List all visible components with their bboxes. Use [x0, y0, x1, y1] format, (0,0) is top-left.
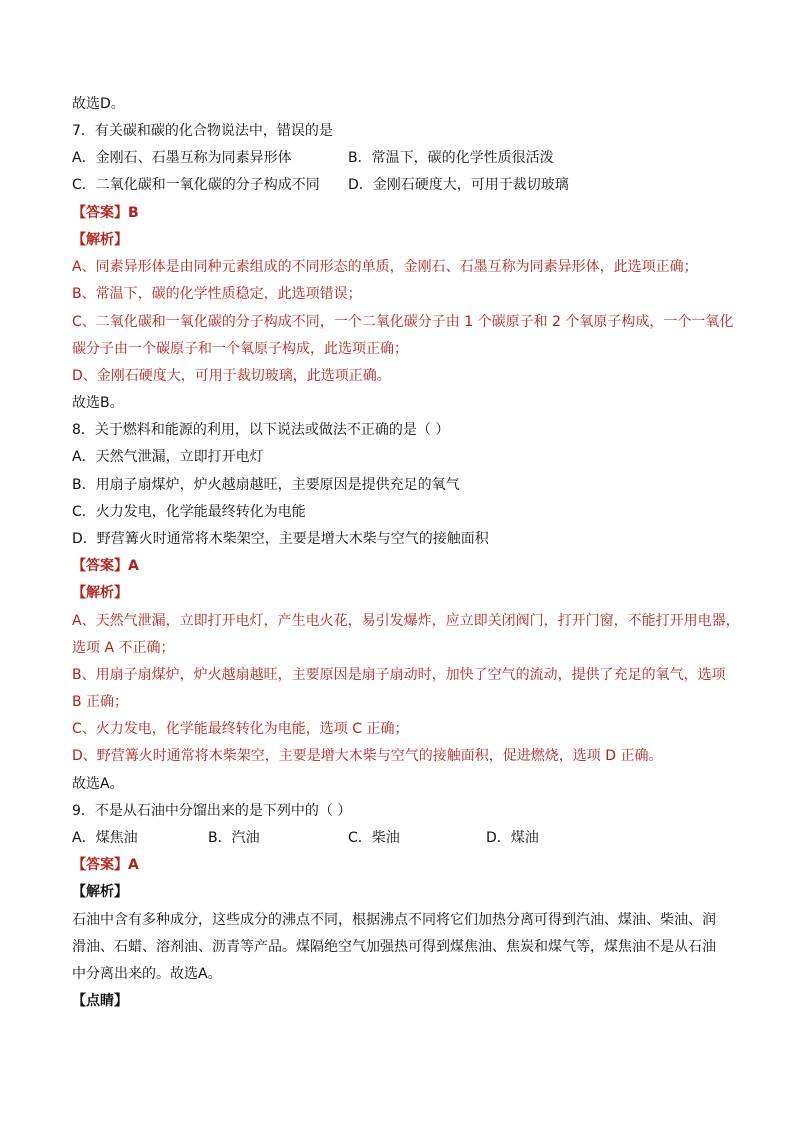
q8-option-b: B．用扇子扇煤炉，炉火越扇越旺，主要原因是提供充足的氧气: [72, 477, 460, 493]
q9-option-b: B．汽油: [208, 830, 260, 846]
q7-option-c: C．二氧化碳和一氧化碳的分子构成不同: [72, 177, 320, 193]
q9-answer: 【答案】A: [72, 857, 139, 873]
q8-analysis-a-line-1: A、天然气泄漏，立即打开电灯，产生电火花，易引发爆炸，应立即关闭阀门，打开门窗，不能打开用电器，: [72, 613, 740, 629]
q8-analysis-b-line-2: B 正确；: [72, 694, 129, 710]
q8-analysis-d: D、野营篝火时通常将木柴架空，主要是增大木柴与空气的接触面积，促进燃烧，选项 D 正确。: [72, 748, 663, 764]
q8-answer: 【答案】A: [72, 558, 139, 574]
q7-analysis-d: D、金刚石硬度大，可用于裁切玻璃，此选项正确。: [72, 368, 391, 384]
q8-analysis-heading: 【解析】: [72, 585, 128, 601]
q7-analysis-b: B、常温下，碳的化学性质稳定，此选项错误；: [72, 286, 362, 302]
q8-conclusion: 故选A。: [72, 776, 124, 792]
previous-conclusion: 故选D。: [72, 96, 125, 112]
q7-analysis-c-line-2: 碳分子由一个碳原子和一个氧原子构成，此选项正确；: [72, 341, 408, 357]
q7-answer: 【答案】B: [72, 205, 139, 221]
q7-option-b: B．常温下，碳的化学性质很活泼: [348, 150, 554, 166]
q9-option-a: A．煤焦油: [72, 830, 138, 846]
q9-option-d: D．煤油: [486, 830, 539, 846]
q7-analysis-c-line-1: C、二氧化碳和一氧化碳的分子构成不同，一个二氧化碳分子由 1 个碳原子和 2 个氧原子构成，一个一氧化: [72, 314, 734, 330]
q8-option-d: D．野营篝火时通常将木柴架空，主要是增大木柴与空气的接触面积: [72, 531, 489, 547]
question-7-stem: 7．有关碳和碳的化合物说法中，错误的是: [72, 123, 333, 139]
q7-conclusion: 故选B。: [72, 395, 124, 411]
q7-option-a: A．金刚石、石墨互称为同素异形体: [72, 150, 292, 166]
q8-option-a: A．天然气泄漏，立即打开电灯: [72, 449, 264, 465]
q9-analysis-line-3: 中分离出来的。故选A。: [72, 966, 222, 982]
q7-option-d: D．金刚石硬度大，可用于裁切玻璃: [348, 177, 569, 193]
q9-analysis-line-1: 石油中含有多种成分，这些成分的沸点不同，根据沸点不同将它们加热分离可得到汽油、煤油、柴油、润: [72, 912, 716, 928]
q7-analysis-heading: 【解析】: [72, 232, 128, 248]
q8-analysis-c: C、火力发电，化学能最终转化为电能，选项 C 正确；: [72, 721, 409, 737]
q7-analysis-a: A、同素异形体是由同种元素组成的不同形态的单质，金刚石、石墨互称为同素异形体，此选项正确；: [72, 259, 698, 275]
q8-analysis-a-line-2: 选项 A 不正确；: [72, 640, 175, 656]
question-8-stem: 8．关于燃料和能源的利用，以下说法或做法不正确的是（ ）: [72, 422, 450, 438]
q9-comment-heading: 【点睛】: [72, 993, 128, 1009]
question-9-stem: 9．不是从石油中分馏出来的是下列中的（ ）: [72, 803, 352, 819]
q8-analysis-b-line-1: B、用扇子扇煤炉，炉火越扇越旺，主要原因是扇子扇动时，加快了空气的流动，提供了充足的氧气，选项: [72, 667, 726, 683]
q9-analysis-line-2: 滑油、石蜡、溶剂油、沥青等产品。煤隔绝空气加强热可得到煤焦油、焦炭和煤气等，煤焦油不是从石油: [72, 939, 716, 955]
q9-option-c: C．柴油: [348, 830, 400, 846]
q8-option-c: C．火力发电，化学能最终转化为电能: [72, 504, 306, 520]
q9-analysis-heading: 【解析】: [72, 884, 128, 900]
